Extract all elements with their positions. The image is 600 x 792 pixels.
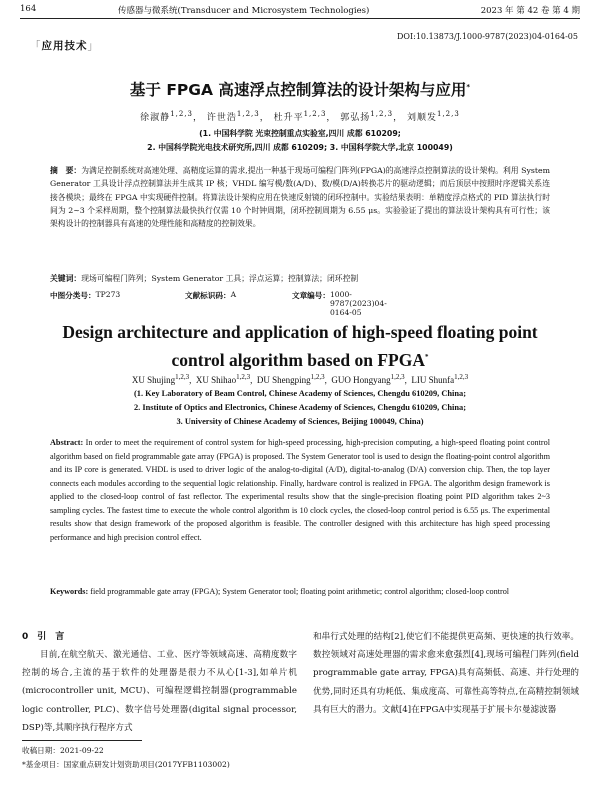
- keywords-cn-label: 关键词：: [50, 274, 82, 283]
- authors-chinese: 徐淑静$^{1,2,3}$， 许世浩$^{1,2,3}$， 杜升平$^{1,2,3}$， 郭弘扬$^{1,2,3}$， 刘顺发$^{1,2,3}$: [140, 110, 460, 123]
- article-no-value: 1000-9787(2023)04-0164-05: [329, 290, 387, 317]
- author-en: LIU Shunfa$^{1,2,3}$: [411, 373, 469, 385]
- affiliation-en-line: 3. University of Chinese Academy of Sciences, Beijing 100049, China): [176, 417, 424, 426]
- author-en: GUO Hongyang$^{1,2,3}$: [331, 373, 405, 385]
- abstract-english: [50, 436, 550, 544]
- keywords-chinese: [50, 272, 550, 285]
- column-tag-label: 应用技术: [41, 40, 88, 52]
- keywords-en-text: field programmable gate array (FPGA); System Generator tool; floating point arithmetic; control algorithm; closed-loop control: [90, 587, 510, 596]
- abstract-cn-label: 摘 要：: [50, 166, 82, 175]
- abstract-cn-text: 为满足控制系统对高速处理、高精度运算的需求,提出一种基于现场可编程门阵列(FPGA)的高速浮点控制算法的设计架构。利用 System Generator 工具设计浮点控制算法并生成其 IP 核；VHDL 编写模/数(A/D)、数/模(D/A)转换芯片的驱动逻辑；而后顶层中按照时序逻辑关系连接各模块；最终在 FPGA 中实现硬件控制。将算法设计架构应用在快速反射镜的闭环控制中。实验结果表明：单精度浮点格式的 PID 算法执行时间为 2~3 个采样周期，整个控制算法最快执行仅需 10 个时钟周期，闭环控制周期为 6.55 μs。实验验证了提出的算法设计架构具有可行性；该架构设计的控制器具有高速的处理性能和高精度的控制效果。: [50, 166, 550, 229]
- author-cn: 杜升平$^{1,2,3}$: [273, 110, 327, 123]
- title-chinese-text: 基于 FPGA 高速浮点控制算法的设计架构与应用: [129, 81, 467, 99]
- author-en: XU Shihao$^{1,2,3}$: [195, 373, 251, 385]
- abstract-chinese: [50, 164, 550, 230]
- affiliation-cn-line: (1. 中国科学院 光束控制重点实验室,四川 成都 610209;: [199, 129, 401, 138]
- abstract-en-text: In order to meet the requirement of control system for high-speed processing, high-precision computing, a high-speed floating point control algorithm based on field programmable gate array (FPGA) is proposed. The System Generator tool is used to design the floating-point control algorithm and its IP core is generated. VHDL is used to driver logic of the analog-to-digital (A/D), digital-to-analog (D/A) conversion chip. Then, the top layer connects each modules according to the sequential logic relationship. Finally, hardware control is realized in FPGA. The algorithm design framework is applied to the closed-loop control of fast reflector. The experimental results show that the single-precision floating point PID algorithm takes 2~3 sampling cycles. The fastest time to execute the whole control algorithm is 10 clock cycles, the closed-loop control period is 6.55 μs. The experimental results show that design framework of the proposed algorithm is feasible. The controller designed with this architecture has high speed processing performance and high precision control effect.: [50, 438, 550, 542]
- author-en: DU Shengping$^{1,2,3}$: [256, 373, 325, 385]
- title-en-footnote-mark: *: [424, 353, 429, 361]
- doc-code-label: 文献标识码：: [185, 291, 231, 300]
- abstract-en-label: Abstract:: [50, 438, 84, 447]
- keywords-english: [50, 585, 550, 599]
- author-cn: 许世浩$^{1,2,3}$: [206, 110, 260, 123]
- footnote-received: 收稿日期：2021-09-22: [22, 746, 104, 755]
- footnote-fund: *基金项目：国家重点研发计划资助项目(2017YFB1103002): [22, 760, 230, 769]
- header-rule: [20, 18, 580, 19]
- clc-value: TP273: [95, 290, 121, 299]
- body-text-right: 和串行式处理的结构[2],使它们不能提供更高频、更快速的执行效率。数控领域对高速处理器的需求愈来愈强烈[4],现场可编程门阵列(field programmable gate array, FPGA)具有高频低、高速、并行处理的优势,同时还具有功耗低、集成度高、可靠性高等特点,在高精控制领域具有巨大的潜力。文献[4]在FPGA中实现基于扩展卡尔曼滤波器: [313, 632, 579, 715]
- title-footnote-mark: *: [466, 82, 471, 91]
- title-english-line: Design architecture and application of high-speed floating point: [62, 322, 538, 342]
- column-tag: 「应用技术」: [30, 40, 99, 52]
- page-number: 164: [20, 4, 37, 14]
- authors-english: XU Shujing$^{1,2,3}$, XU Shihao$^{1,2,3}$, DU Shengping$^{1,2,3}$, GUO Hongyang$^{1,2,3}$, LIU Shunfa$^{1,2,3}$: [131, 373, 469, 385]
- running-header: [20, 4, 580, 18]
- author-cn: 郭弘扬$^{1,2,3}$: [340, 110, 394, 123]
- journal-name: 传感器与微系统(Transducer and Microsystem Technologies): [118, 6, 370, 16]
- keywords-cn-text: 现场可编程门阵列；System Generator 工具；浮点运算；控制算法；闭环控制: [81, 274, 359, 283]
- keywords-en-label: Keywords:: [50, 587, 89, 596]
- doi: DOI:10.13873/J.1000-9787(2023)04-0164-05: [397, 32, 578, 41]
- title-english-line: control algorithm based on FPGA: [171, 349, 425, 370]
- affiliation-en-line: (1. Key Laboratory of Beam Control, Chinese Academy of Sciences, Chengdu 610209, China;: [133, 389, 467, 398]
- title-english: [30, 320, 570, 373]
- footnote-rule: [22, 740, 142, 741]
- author-cn: 徐淑静$^{1,2,3}$: [140, 110, 193, 123]
- title-chinese: [0, 78, 600, 100]
- section-heading: 0 引 言: [22, 632, 65, 642]
- author-en: XU Shujing$^{1,2,3}$: [131, 373, 190, 385]
- body-text-left: 目前,在航空航天、激光通信、工业、医疗等领域高速、高精度数字控制的场合,主流的基于软件的处理器是很力不从心[1-3],如单片机(microcontroller unit, MCU)、可编程逻辑控制器(programmable logic controller, PLC)、数字信号处理器(digital signal processor, DSP)等,其顺序执行程序方式: [22, 650, 297, 733]
- volume-issue: 2023 年 第 42 卷 第 4 期: [480, 6, 580, 16]
- article-no-label: 文章编号：: [292, 291, 330, 300]
- affiliation-cn-line: 2. 中国科学院光电技术研究所,四川 成都 610209; 3. 中国科学院大学,北京 100049): [147, 143, 453, 152]
- clc-label: 中图分类号：: [50, 291, 96, 300]
- affiliation-en-line: 2. Institute of Optics and Electronics, Chinese Academy of Sciences, Chengdu 610209, China;: [133, 403, 467, 412]
- author-cn: 刘顺发$^{1,2,3}$: [406, 110, 460, 123]
- doc-code-value: A: [230, 290, 237, 299]
